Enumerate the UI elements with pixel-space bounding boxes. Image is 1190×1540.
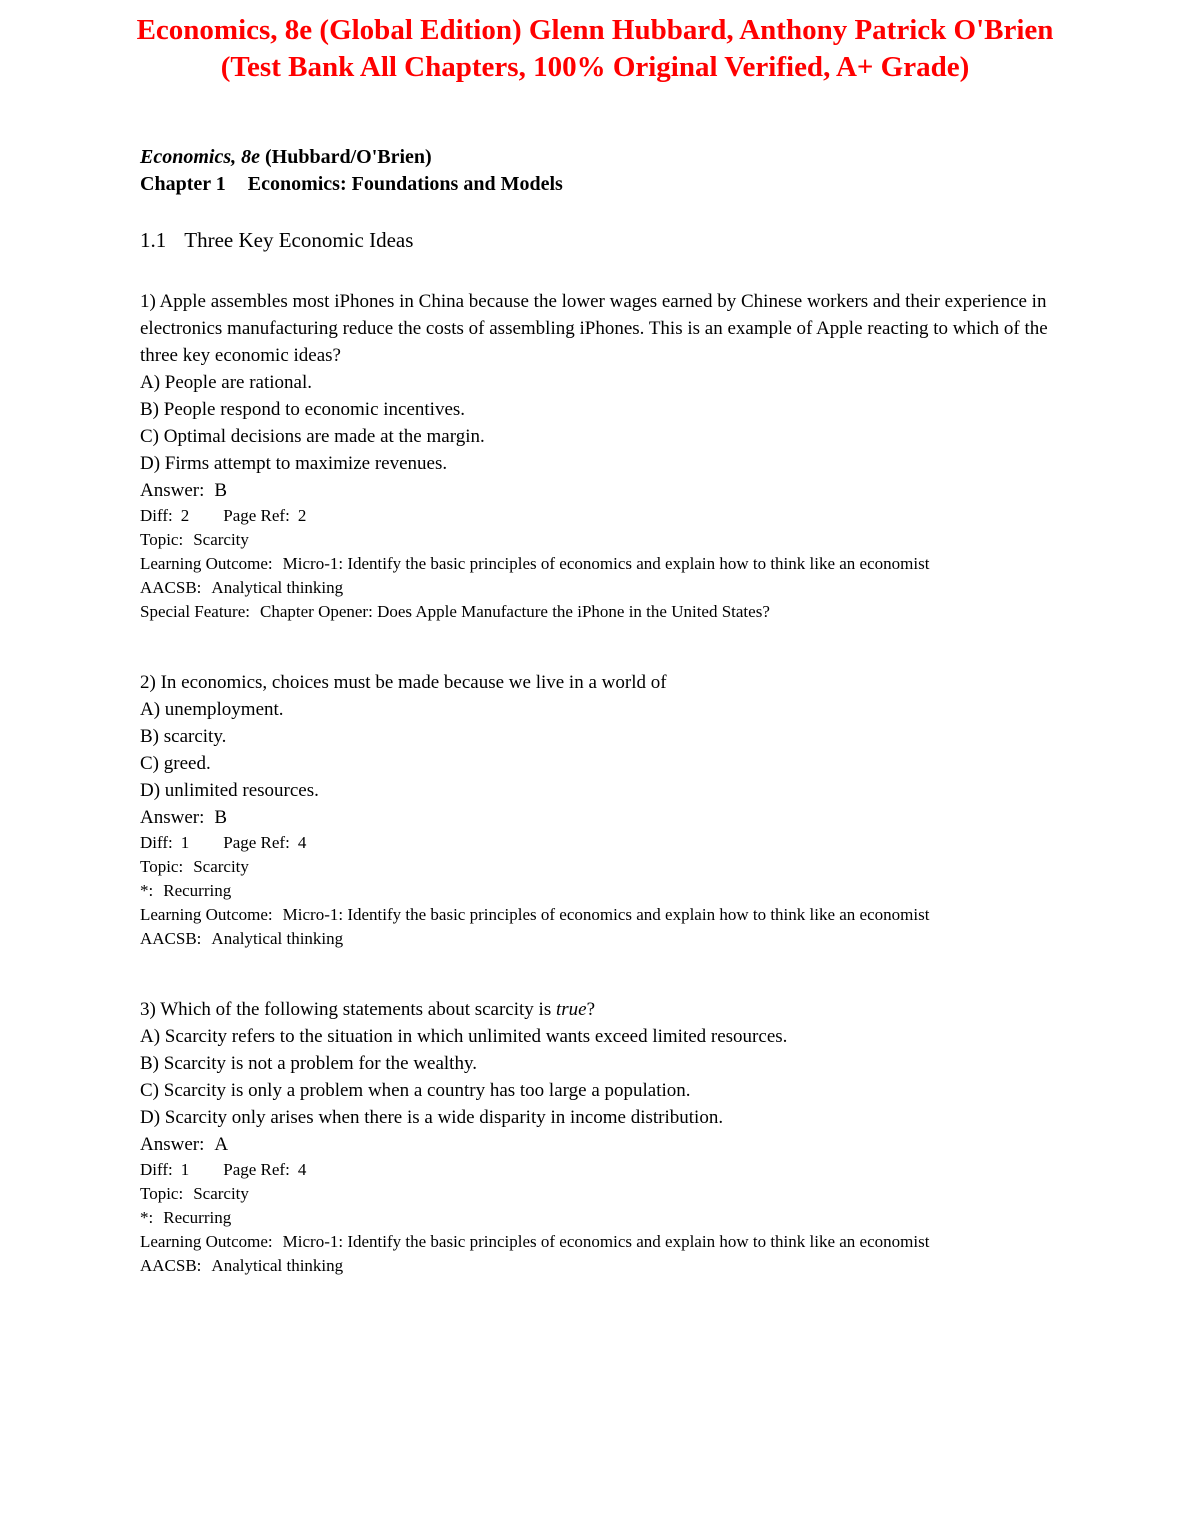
aacsb-label: AACSB: [140, 578, 202, 597]
aacsb-label: AACSB: [140, 929, 202, 948]
answer-line [140, 477, 1058, 504]
page-ref-label: Page Ref: [223, 1160, 290, 1179]
aacsb-line [140, 576, 1058, 600]
page-ref-value: 4 [297, 833, 307, 852]
stem-text: 1) Apple assembles most iPhones in China because the lower wages earned by Chinese workers and their experience in electronics manufacturing reduce the costs of assembling iPhones. This is an example of Apple reacting to which of the three key economic ideas? [140, 291, 1048, 366]
diff-label: Diff: [140, 833, 173, 852]
answer-label: Answer: [140, 807, 205, 828]
question-block-3 [140, 996, 1058, 1278]
page-ref-label: Page Ref: [223, 833, 290, 852]
book-authors: (Hubbard/O'Brien) [265, 146, 432, 168]
learning-outcome-label: Learning Outcome: [140, 554, 273, 573]
diff-label: Diff: [140, 1160, 173, 1179]
answer-value: B [214, 807, 228, 828]
diff-value: 1 [180, 1160, 190, 1179]
recurring-label: *: [140, 881, 154, 900]
book-title: Economics, 8e [140, 146, 260, 168]
question-block-2 [140, 669, 1058, 951]
answer-line [140, 1131, 1058, 1158]
diff-line [140, 504, 1058, 528]
special-feature-line [140, 600, 1058, 624]
learning-outcome-line [140, 1230, 1058, 1254]
choice-a: A) People are rational. [140, 372, 312, 393]
question-block-1 [140, 288, 1058, 624]
stem-text: 2) In economics, choices must be made because we live in a world of [140, 672, 667, 693]
choice-c: C) greed. [140, 753, 211, 774]
topic-value: Scarcity [193, 857, 249, 876]
topic-value: Scarcity [193, 530, 249, 549]
aacsb-value: Analytical thinking [211, 578, 344, 597]
answer-label: Answer: [140, 1134, 205, 1155]
stem-text: 3) Which of the following statements about scarcity is [140, 999, 556, 1020]
question-stem [140, 288, 1058, 369]
choice-b: B) People respond to economic incentives. [140, 399, 466, 420]
choice-a: A) Scarcity refers to the situation in which unlimited wants exceed limited resources. [140, 1026, 788, 1047]
topic-value: Scarcity [193, 1184, 249, 1203]
answer-value: B [214, 480, 228, 501]
book-title-line [140, 144, 1058, 171]
choice-d: D) Firms attempt to maximize revenues. [140, 453, 448, 474]
topic-label: Topic: [140, 857, 184, 876]
choice-a: A) unemployment. [140, 699, 284, 720]
diff-line [140, 1158, 1058, 1182]
choice-b: B) Scarcity is not a problem for the wealthy. [140, 1053, 477, 1074]
aacsb-line [140, 1254, 1058, 1278]
page-ref-value: 4 [297, 1160, 307, 1179]
learning-outcome-value: Micro-1: Identify the basic principles of economics and explain how to think like an economist [282, 554, 930, 573]
learning-outcome-label: Learning Outcome: [140, 905, 273, 924]
choice-d: D) Scarcity only arises when there is a wide disparity in income distribution. [140, 1107, 724, 1128]
learning-outcome-value: Micro-1: Identify the basic principles of economics and explain how to think like an economist [282, 905, 930, 924]
recurring-line [140, 879, 1058, 903]
aacsb-value: Analytical thinking [211, 929, 344, 948]
question-stem [140, 996, 1058, 1023]
learning-outcome-line [140, 903, 1058, 927]
book-title-block [140, 144, 1058, 198]
learning-outcome-label: Learning Outcome: [140, 1232, 273, 1251]
section-number: 1.1 [140, 228, 167, 252]
aacsb-line [140, 927, 1058, 951]
choice-c: C) Scarcity is only a problem when a country has too large a population. [140, 1080, 691, 1101]
diff-line [140, 831, 1058, 855]
special-feature-label: Special Feature: [140, 602, 250, 621]
answer-value: A [214, 1134, 229, 1155]
diff-value: 1 [180, 833, 190, 852]
aacsb-value: Analytical thinking [211, 1256, 344, 1275]
document-body [140, 144, 1058, 1278]
chapter-heading [140, 171, 1058, 198]
chapter-title: Economics: Foundations and Models [247, 173, 563, 195]
section-title: Three Key Economic Ideas [184, 228, 414, 252]
chapter-label: Chapter 1 [140, 173, 226, 195]
learning-outcome-line [140, 552, 1058, 576]
diff-value: 2 [180, 506, 190, 525]
special-feature-value: Chapter Opener: Does Apple Manufacture the iPhone in the United States? [260, 602, 770, 621]
page-header-line1: Economics, 8e (Global Edition) Glenn Hubbard, Anthony Patrick O'Brien [136, 14, 1054, 46]
learning-outcome-value: Micro-1: Identify the basic principles of economics and explain how to think like an economist [282, 1232, 930, 1251]
topic-line [140, 1182, 1058, 1206]
stem-text-post: ? [586, 999, 596, 1020]
aacsb-label: AACSB: [140, 1256, 202, 1275]
recurring-label: *: [140, 1208, 154, 1227]
recurring-value: Recurring [163, 881, 232, 900]
choice-b: B) scarcity. [140, 726, 227, 747]
topic-label: Topic: [140, 530, 184, 549]
diff-label: Diff: [140, 506, 173, 525]
stem-italic-text: true [555, 999, 587, 1020]
question-stem [140, 669, 1058, 696]
topic-label: Topic: [140, 1184, 184, 1203]
choice-d: D) unlimited resources. [140, 780, 319, 801]
page-header-line2: (Test Bank All Chapters, 100% Original Verified, A+ Grade) [220, 51, 970, 83]
choice-c: C) Optimal decisions are made at the margin. [140, 426, 485, 447]
page-ref-label: Page Ref: [223, 506, 290, 525]
topic-line [140, 528, 1058, 552]
recurring-value: Recurring [163, 1208, 232, 1227]
answer-line [140, 804, 1058, 831]
topic-line [140, 855, 1058, 879]
section-heading [140, 226, 1058, 254]
answer-label: Answer: [140, 480, 205, 501]
page-header [0, 0, 1190, 86]
recurring-line [140, 1206, 1058, 1230]
page-ref-value: 2 [297, 506, 307, 525]
